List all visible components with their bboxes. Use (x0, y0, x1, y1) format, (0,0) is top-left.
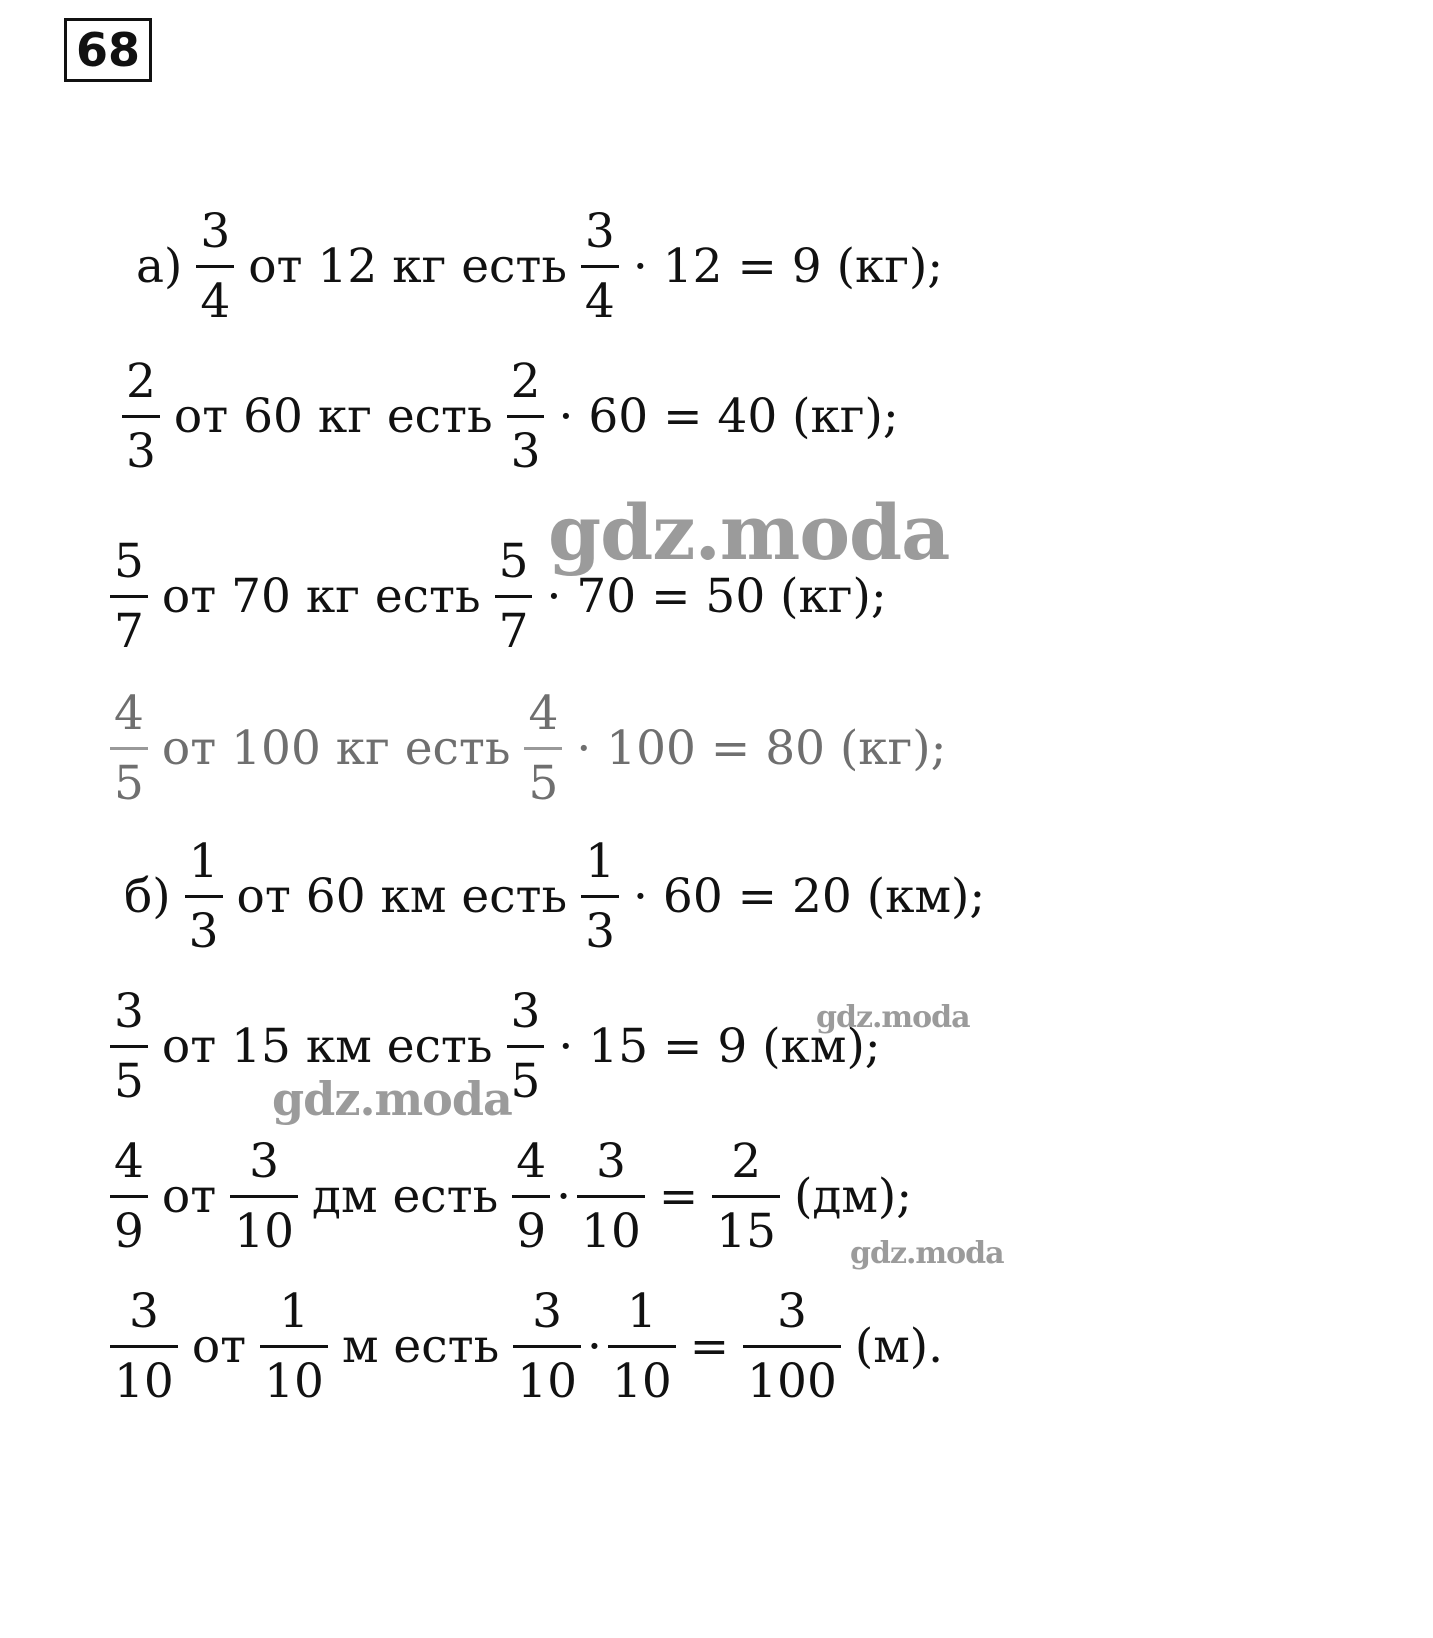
solution-line-a4 (104, 686, 954, 811)
text: от 60 кг есть (173, 389, 493, 444)
equals-sign: = (689, 1319, 730, 1374)
fraction: $\frac{1}{10}$ (608, 1288, 676, 1405)
solution-line-a2 (116, 354, 907, 479)
fraction: $\frac{4}{9}$ (512, 1138, 550, 1255)
fraction: $\frac{3}{10}$ (230, 1138, 298, 1255)
task-number: 68 (64, 18, 152, 82)
result-text: · 60 = 40 (кг); (558, 389, 899, 444)
fraction: $\frac{3}{10}$ (577, 1138, 645, 1255)
text: от 70 кг есть (161, 569, 481, 624)
part-label: б) (124, 869, 171, 924)
text: от 60 км есть (236, 869, 568, 924)
watermark: gdz.moda (850, 1236, 1004, 1271)
fraction: $\frac{3}{4}$ (196, 208, 234, 325)
result-text: · 12 = 9 (кг); (632, 239, 944, 294)
text: от 15 км есть (161, 1019, 493, 1074)
text: от (191, 1319, 247, 1374)
equals-sign: = (658, 1169, 699, 1224)
solution-line-b1 (116, 834, 993, 959)
fraction: $\frac{2}{15}$ (712, 1138, 780, 1255)
fraction: $\frac{3}{10}$ (513, 1288, 581, 1405)
watermark: gdz.moda (272, 1072, 512, 1126)
fraction: $\frac{2}{3}$ (122, 358, 160, 475)
dot-operator: · (556, 1169, 572, 1224)
unit-text: (м). (854, 1319, 944, 1374)
fraction: $\frac{1}{10}$ (260, 1288, 328, 1405)
fraction: $\frac{4}{5}$ (524, 690, 562, 807)
fraction: $\frac{1}{3}$ (185, 838, 223, 955)
fraction: $\frac{4}{5}$ (110, 690, 148, 807)
text: от 12 кг есть (248, 239, 567, 294)
dot-operator: · (586, 1319, 602, 1374)
fraction: $\frac{3}{5}$ (507, 988, 545, 1105)
solution-line-a1 (128, 204, 951, 329)
fraction: $\frac{3}{5}$ (110, 988, 148, 1105)
fraction: $\frac{1}{3}$ (581, 838, 619, 955)
text: дм есть (312, 1169, 499, 1224)
watermark: gdz.moda (548, 488, 950, 577)
result-text: · 100 = 80 (кг); (576, 721, 947, 776)
result-text: · 60 = 20 (км); (633, 869, 986, 924)
result-text: · 15 = 9 (км); (558, 1019, 881, 1074)
watermark: gdz.moda (816, 1000, 970, 1035)
solution-line-b4 (104, 1284, 951, 1409)
fraction: $\frac{2}{3}$ (507, 358, 545, 475)
fraction: $\frac{5}{7}$ (495, 538, 533, 655)
result-text: · 70 = 50 (кг); (546, 569, 887, 624)
fraction: $\frac{3}{4}$ (581, 208, 619, 325)
text: от (161, 1169, 217, 1224)
text: от 100 кг есть (161, 721, 511, 776)
fraction: $\frac{4}{9}$ (110, 1138, 148, 1255)
text: м есть (341, 1319, 500, 1374)
fraction: $\frac{3}{100}$ (743, 1288, 841, 1405)
unit-text: (дм); (794, 1169, 913, 1224)
fraction: $\frac{5}{7}$ (110, 538, 148, 655)
part-label: а) (136, 239, 183, 294)
fraction: $\frac{3}{10}$ (110, 1288, 178, 1405)
solution-line-b3 (104, 1134, 920, 1259)
